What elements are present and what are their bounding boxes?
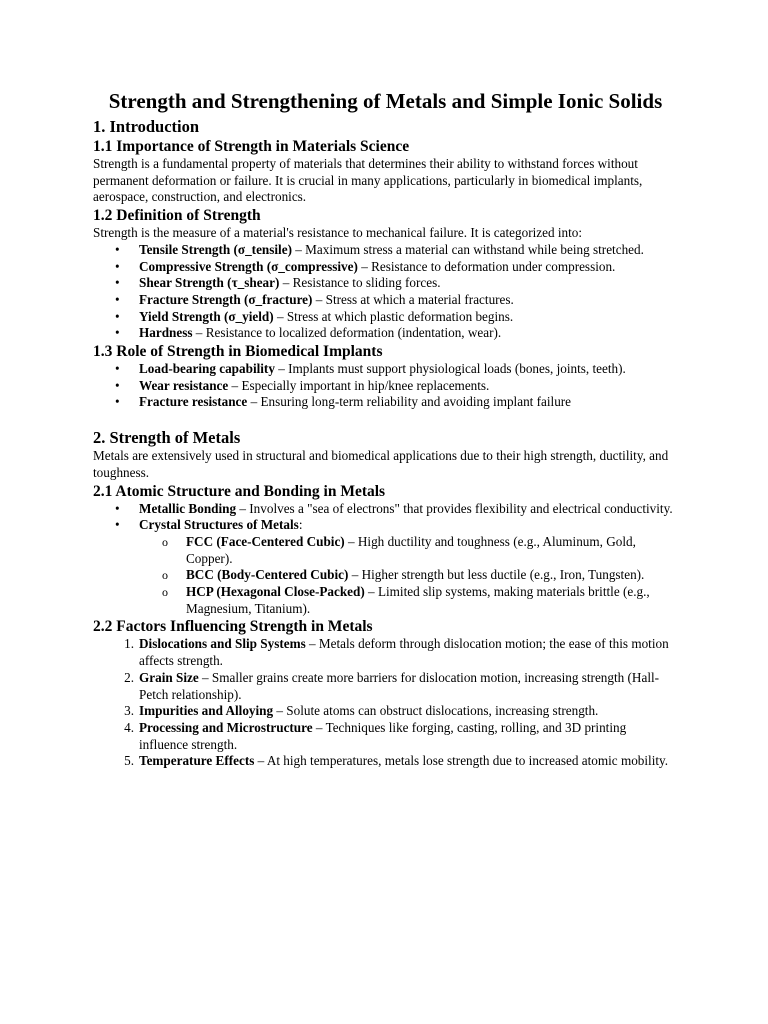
section-2-heading: 2. Strength of Metals bbox=[93, 428, 241, 448]
circle-bullet-icon: o bbox=[162, 568, 168, 583]
sub-list-item: o BCC (Body-Centered Cubic) – Higher strength but less ductile (e.g., Iron, Tungsten). bbox=[162, 567, 645, 583]
list-item: • Fracture resistance – Ensuring long-term reliability and avoiding implant failure bbox=[93, 394, 678, 411]
list-item: 3. Impurities and Alloying – Solute atoms can obstruct dislocations, increasing strength. bbox=[124, 703, 599, 719]
document-title: Strength and Strengthening of Metals and Simple Ionic Solids bbox=[108, 89, 663, 113]
section-1-3-heading: 1.3 Role of Strength in Biomedical Implants bbox=[93, 343, 383, 361]
list-item: 2. Grain Size – Smaller grains create more barriers for dislocation motion, increasing strength (Hall-Petch relationship). bbox=[124, 669, 660, 702]
section-2-text: Metals are extensively used in structural and biomedical applications due to their high strength, ductility, and toughness. bbox=[93, 448, 669, 480]
section-1-heading: 1. Introduction bbox=[93, 117, 200, 136]
section-1-2-text: Strength is the measure of a material's resistance to mechanical failure. It is categorized into: bbox=[93, 225, 583, 241]
circle-bullet-icon: o bbox=[162, 585, 168, 600]
strength-factors-list bbox=[93, 636, 678, 770]
implant-roles-list bbox=[93, 361, 678, 411]
list-item: • Wear resistance – Especially important in hip/knee replacements. bbox=[93, 378, 678, 395]
crystal-structures-sublist bbox=[93, 534, 678, 618]
section-1-1-heading: 1.1 Importance of Strength in Materials Science bbox=[93, 138, 410, 155]
list-item: • Crystal Structures of Metals: bbox=[93, 517, 678, 534]
list-item: • Shear Strength (τ_shear) – Resistance to sliding forces. bbox=[93, 275, 678, 292]
list-item: • Yield Strength (σ_yield) – Stress at which plastic deformation begins. bbox=[93, 309, 678, 326]
circle-bullet-icon: o bbox=[162, 534, 168, 549]
list-item: • Load-bearing capability – Implants must support physiological loads (bones, joints, teeth). bbox=[93, 361, 678, 378]
section-2-1-heading: 2.1 Atomic Structure and Bonding in Metals bbox=[93, 482, 386, 500]
section-1-1-text: Strength is a fundamental property of materials that determines their ability to withstand forces without permanent deformation or failure. It is crucial in many applications, particularly in biomedical implants, aerospace, construction, and electronics. bbox=[93, 156, 643, 205]
list-item: 1. Dislocations and Slip Systems – Metals deform through dislocation motion; the ease of this motion affects strength. bbox=[124, 636, 669, 669]
list-item: • Metallic Bonding – Involves a "sea of electrons" that provides flexibility and electrical conductivity. bbox=[93, 501, 678, 518]
metal-structure-list bbox=[93, 501, 678, 534]
list-item: • Hardness – Resistance to localized deformation (indentation, wear). bbox=[93, 325, 678, 342]
list-item: • Tensile Strength (σ_tensile) – Maximum stress a material can withstand while being stretched. bbox=[93, 242, 678, 259]
list-item: 4. Processing and Microstructure – Techniques like forging, casting, rolling, and 3D printing influence strength. bbox=[124, 719, 627, 752]
strength-types-list bbox=[93, 242, 678, 342]
sub-list-item: o HCP (Hexagonal Close-Packed) – Limited slip systems, making materials brittle (e.g., Magnesium, Titanium). bbox=[162, 584, 650, 616]
list-item: • Fracture Strength (σ_fracture) – Stress at which a material fractures. bbox=[93, 292, 678, 309]
sub-list-item: o FCC (Face-Centered Cubic) – High ductility and toughness (e.g., Aluminum, Gold, Copper). bbox=[162, 533, 636, 566]
section-2-2-heading: 2.2 Factors Influencing Strength in Metals bbox=[93, 618, 373, 636]
document-page bbox=[93, 89, 678, 770]
list-item: 5. Temperature Effects – At high temperatures, metals lose strength due to increased atomic mobility. bbox=[124, 753, 669, 769]
section-1-2-heading: 1.2 Definition of Strength bbox=[93, 207, 261, 225]
list-item: • Compressive Strength (σ_compressive) – Resistance to deformation under compression. bbox=[93, 259, 678, 276]
